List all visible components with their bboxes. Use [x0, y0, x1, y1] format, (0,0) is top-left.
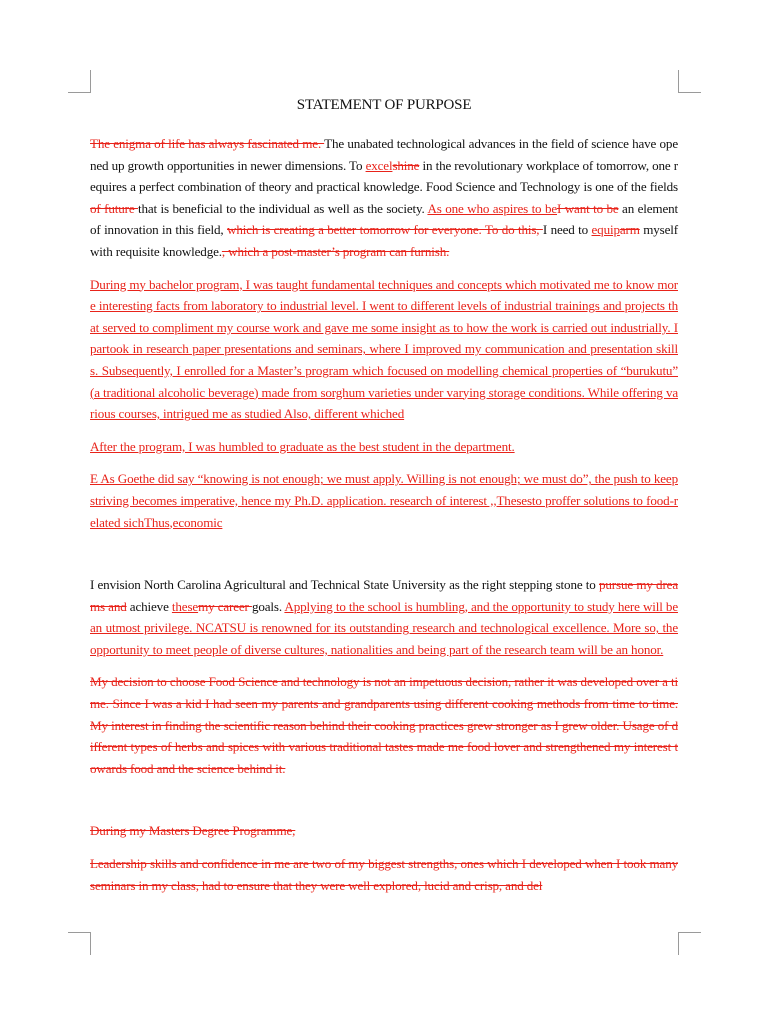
- body-text: an element of innovation in this field,: [90, 200, 678, 238]
- body-text: that is beneficial to the individual as well as the society.: [137, 200, 428, 216]
- blank-line: [90, 544, 678, 574]
- deleted-text: The enigma of life has always fascinated me.: [90, 136, 325, 151]
- body-text: I envision North Carolina Agricultural and Technical State University as the right stepping stone to: [90, 577, 599, 593]
- inserted-text: Applying to the school is humbling, and the opportunity to study here will be an utmost privilege. NCATSU is renowned for its outstanding research and technological excellence. More so, the opportunity to meet people of diverse cultures, nationalities and being part of the research team will be an honor.: [90, 598, 678, 657]
- paragraph-leadership[interactable]: Leadership skills and confidence in me are two of my biggest strengths, ones which I developed when I took many seminars in my class, had to ensure that they were well explored, lucid and crisp, and del: [90, 856, 678, 893]
- body-text: in the revolutionary workplace of tomorrow, one requires a perfect combination of theory and practical knowledge. Food Science and Technology is one of the fields: [90, 157, 678, 195]
- paragraph-bachelor-program[interactable]: During my bachelor program, I was taught fundamental techniques and concepts which motivated me to know more interesting facts from laboratory to industrial level. I went to different levels of industrial trainings and projects that served to compliment my course work and gave me some insight as to how the work is carried out industrially. I partook in research paper presentations and seminars, where I improved my communication and presentation skills. Subsequently, I enrolled for a Master’s program which focused on modelling chemical properties of “burukutu” (a traditional alcoholic beverage) made from sorghum varieties under varying storage conditions. While offering various courses, intrigued me as studied Also, different whiched: [90, 276, 678, 422]
- paragraph-ncatsu[interactable]: [90, 574, 678, 660]
- deleted-text: , which a post-master’s program can furnish.: [221, 243, 450, 259]
- document-title: STATEMENT OF PURPOSE: [296, 97, 472, 113]
- body-text: myself with requisite knowledge.: [90, 222, 678, 259]
- document-body[interactable]: [90, 133, 678, 907]
- deleted-text: arm: [619, 222, 640, 238]
- body-text: goals.: [251, 598, 285, 614]
- inserted-text: these: [171, 598, 199, 614]
- crop-mark-top-right: [678, 70, 701, 93]
- paragraph-decision[interactable]: My decision to choose Food Science and technology is not an impetuous decision, rather it was developed over a time. Since I was a kid I had seen my parents and grandparents using different cooking methods from time to time. My interest in finding the scientific reason behind their cooking practices grew stronger as I grew older. Usage of different types of herbs and spices with various traditional tastes made me food lover and strengthened my interest towards food and the science behind it.: [90, 674, 678, 776]
- deleted-text: my career: [198, 598, 252, 614]
- paragraph-graduation[interactable]: After the program, I was humbled to graduate as the best student in the department.: [90, 438, 515, 454]
- crop-mark-bottom-left: [68, 932, 91, 955]
- deleted-text: shine: [392, 157, 420, 173]
- body-text: The unabated technological advances in the field of science have opened up growth opportunities in newer dimensions. To: [90, 136, 678, 173]
- inserted-text: equip: [591, 222, 620, 238]
- crop-mark-top-left: [68, 70, 91, 93]
- deleted-text: which is creating a better tomorrow for everyone. To do this,: [227, 222, 543, 238]
- paragraph-masters[interactable]: During my Masters Degree Programme,: [90, 823, 296, 839]
- crop-mark-bottom-right: [678, 932, 701, 955]
- paragraph-intro[interactable]: [90, 133, 678, 263]
- body-text: achieve: [126, 598, 172, 614]
- deleted-text: of future: [90, 200, 138, 216]
- blank-line: [90, 790, 678, 820]
- deleted-text: pursue my dreams and: [90, 577, 678, 614]
- paragraph-goethe-quote[interactable]: E As Goethe did say “knowing is not enough; we must apply. Willing is not enough; we must do”, the push to keep striving becomes imperative, hence my Ph.D. application. research of interest ,,Thesesto proffer solutions to food-related sichThus,economic: [90, 471, 678, 530]
- body-text: I need to: [542, 222, 592, 238]
- deleted-text: I want to be: [557, 200, 619, 216]
- inserted-text: As one who aspires to be: [427, 200, 558, 216]
- inserted-text: excel: [365, 157, 393, 173]
